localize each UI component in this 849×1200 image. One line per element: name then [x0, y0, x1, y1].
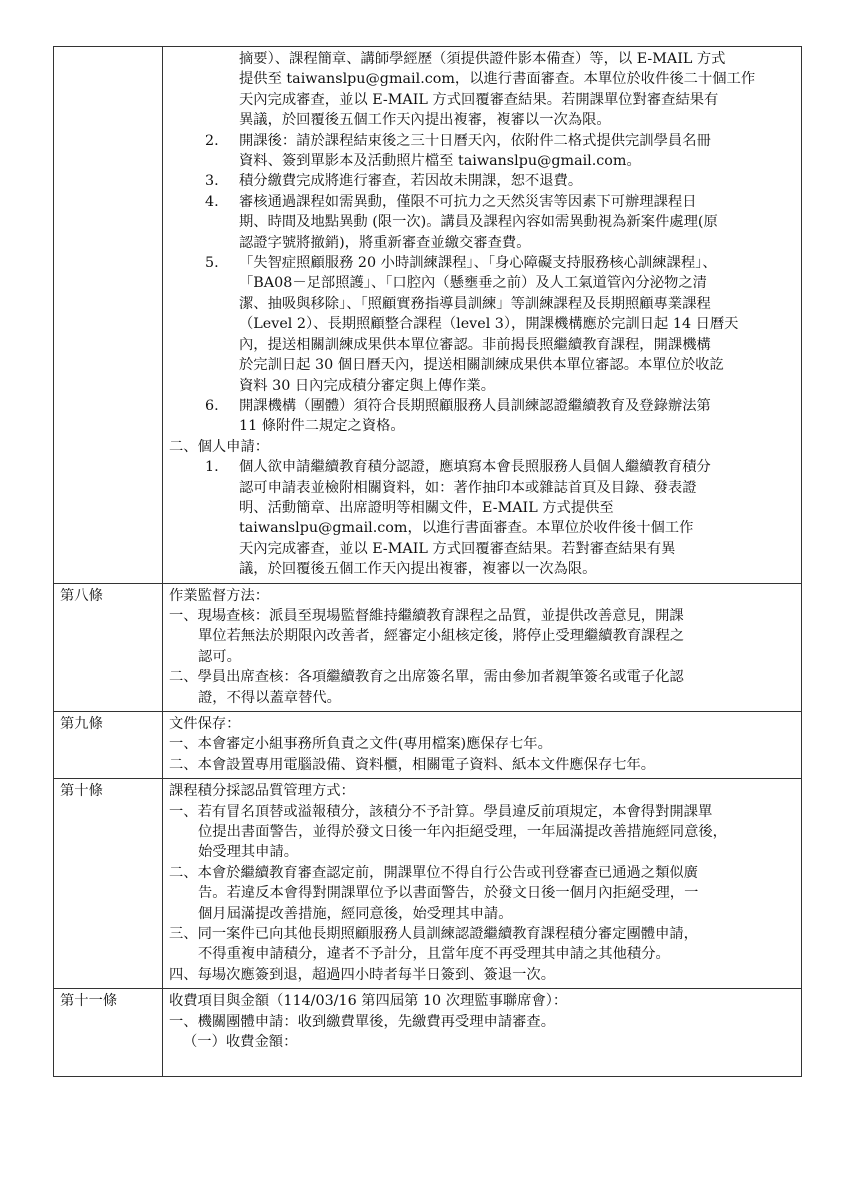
- clause-line: 位提出書面警告，並得於發文日後一年內拒絕受理，一年屆滿提改善措施經同意後，: [198, 824, 727, 841]
- document-page: [53, 46, 802, 1077]
- clause-line: 四、每場次應簽到退，超過四小時者每半日簽到、簽退一次。: [169, 966, 556, 983]
- numbered-item-line: 認可申請表並檢附相關資料，如：著作抽印本或雜誌首頁及目錄、發表證: [239, 479, 697, 496]
- numbered-item-line: 潔、抽吸與移除」、「照顧實務指導員訓練」等訓練課程及長期照顧專業課程: [239, 295, 711, 312]
- article-row: [54, 989, 802, 1076]
- numbered-item-line: [169, 171, 795, 191]
- numbered-item-line: 認證字號將撤銷)，將重新審查並繳交審查費。: [239, 234, 531, 251]
- blank-line: [169, 1053, 795, 1073]
- clause-line: 個月屆滿提改善措施，經同意後，始受理其申請。: [198, 905, 513, 922]
- numbered-item-line: taiwanslpu@gmail.com，以進行書面審查。本單位於收件後十個工作: [239, 520, 694, 537]
- numbered-item-line: （Level 2）、長期照顧整合課程（level 3），開課機構應於完訓日起 14 日曆天: [239, 316, 739, 333]
- article-content: [163, 583, 802, 711]
- article-content: [163, 712, 802, 779]
- article-row: [54, 583, 802, 711]
- numbered-item-line: 於完訓日起 30 個日曆天內，提送相關訓練成果供本單位審認。本單位於收訖: [239, 357, 724, 374]
- item-text: 審核通過課程如需異動，僅限不可抗力之天然災害等因素下可辦理課程日: [239, 193, 697, 210]
- item-number: 4.: [205, 193, 219, 210]
- paragraph-line: 異議，於回覆後五個工作天內提出複審，複審以一次為限。: [239, 112, 611, 129]
- clause-line: 認可。: [198, 648, 241, 665]
- numbered-item-line: [169, 131, 795, 151]
- item-text: 開課機構（團體）須符合長期照顧服務人員訓練認證繼續教育及登錄辦法第: [239, 397, 711, 414]
- numbered-item-line: [169, 457, 795, 477]
- numbered-item-line: 明、活動簡章、出席證明等相關文件，E-MAIL 方式提供至: [239, 499, 614, 516]
- clause-line: 證，不得以蓋章替代。: [198, 689, 341, 706]
- clause-line: 一、機關團體申請：收到繳費單後，先繳費再受理申請審查。: [169, 1013, 556, 1030]
- clause-line: 一、若有冒名頂替或溢報積分，該積分不予計算。學員違反前項規定，本會得對開課單: [169, 803, 713, 820]
- section-heading: 收費項目與金額（114/03/16 第四屆第 10 次理監事聯席會）：: [169, 993, 568, 1010]
- paragraph-line: 摘要）、課程簡章、講師學經歷（須提供證件影本備查）等，以 E-MAIL 方式: [239, 51, 726, 67]
- item-number: 2.: [205, 132, 219, 149]
- clause-line: 不得重複申請積分，違者不予計分，且當年度不再受理其申請之其他積分。: [198, 946, 670, 963]
- article-label: 第十一條: [54, 989, 163, 1076]
- clause-line: 二、學員出席查核：各項繼續教育之出席簽名單，需由參加者親筆簽名或電子化認: [169, 669, 684, 686]
- article-row: [54, 712, 802, 779]
- article-row: [54, 47, 802, 584]
- numbered-item-line: 天內完成審查，並以 E-MAIL 方式回覆審查結果。若對審查結果有異: [239, 540, 676, 557]
- article-content: [163, 989, 802, 1076]
- numbered-item-line: 「BA08－足部照護」、「口腔內（懸壅垂之前）及人工氣道管內分泌物之清: [239, 275, 707, 292]
- regulation-table: [53, 46, 802, 1077]
- clause-line: 告。若違反本會得對開課單位予以書面警告，於發文日後一個月內拒絕受理，一: [198, 885, 699, 902]
- article-label: 第十條: [54, 779, 163, 989]
- numbered-item-line: 資料、簽到單影本及活動照片檔至 taiwanslpu@gmail.com。: [239, 153, 641, 170]
- sub-heading: （一）收費金額：: [183, 1034, 298, 1051]
- item-text: 「失智症照顧服務 20 小時訓練課程」、「身心障礙支持服務核心訓練課程」、: [239, 255, 717, 272]
- article-row: [54, 779, 802, 989]
- numbered-item-line: [169, 396, 795, 416]
- article-label: 第九條: [54, 712, 163, 779]
- section-heading: 作業監督方法：: [169, 587, 270, 604]
- item-text: 積分繳費完成將進行審查，若因故未開課，恕不退費。: [239, 173, 583, 190]
- numbered-item-line: 議，於回覆後五個工作天內提出複審，複審以一次為限。: [239, 561, 597, 578]
- numbered-item-line: [169, 192, 795, 212]
- item-number: 6.: [205, 397, 219, 414]
- article-content: [163, 779, 802, 989]
- numbered-item-line: 11 條附件二規定之資格。: [239, 418, 405, 435]
- clause-line: 二、本會設置專用電腦設備、資料櫃，相關電子資料、紙本文件應保存七年。: [169, 756, 656, 773]
- item-text: 開課後：請於課程結束後之三十日曆天內，依附件二格式提供完訓學員名冊: [239, 132, 711, 149]
- article-label: 第八條: [54, 583, 163, 711]
- clause-line: 一、本會審定小組事務所負責之文件(專用檔案)應保存七年。: [169, 736, 552, 753]
- clause-line: 一、現場查核：派員至現場監督維持繼續教育課程之品質，並提供改善意見，開課: [169, 607, 684, 624]
- item-number: 1.: [205, 459, 219, 476]
- item-number: 5.: [205, 255, 219, 272]
- clause-line: 單位若無法於期限內改善者，經審定小組核定後，將停止受理繼續教育課程之: [198, 628, 685, 645]
- numbered-item-line: 資料 30 日內完成積分審定與上傳作業。: [239, 377, 496, 394]
- item-text: 個人欲申請繼續教育積分認證，應填寫本會長照服務人員個人繼續教育積分: [239, 459, 711, 476]
- section-heading: 課程積分採認品質管理方式：: [169, 783, 355, 800]
- section-heading: 文件保存：: [169, 716, 241, 732]
- paragraph-line: 天內完成審查，並以 E-MAIL 方式回覆審查結果。若開課單位對審查結果有: [239, 91, 719, 108]
- numbered-item-line: [169, 253, 795, 273]
- article-content: [163, 47, 802, 584]
- article-label: [54, 47, 163, 584]
- item-number: 3.: [205, 173, 219, 190]
- clause-line: 三、同一案件已向其他長期照顧服務人員訓練認證繼續教育課程積分審定團體申請，: [169, 926, 698, 943]
- numbered-item-line: 期、時間及地點異動 (限一次)。講員及課程內容如需異動視為新案件處理(原: [239, 214, 718, 231]
- paragraph-line: 提供至 taiwanslpu@gmail.com，以進行書面審查。本單位於收件後二十個工作: [239, 71, 756, 88]
- clause-line: 二、本會於繼續教育審查認定前，開課單位不得自行公告或刊登審查已通過之類似廣: [169, 864, 698, 881]
- section-heading: 二、個人申請：: [169, 438, 270, 455]
- numbered-item-line: 內，提送相關訓練成果供本單位審認。非前揭長照繼續教育課程，開課機構: [239, 336, 711, 353]
- clause-line: 始受理其申請。: [198, 844, 299, 861]
